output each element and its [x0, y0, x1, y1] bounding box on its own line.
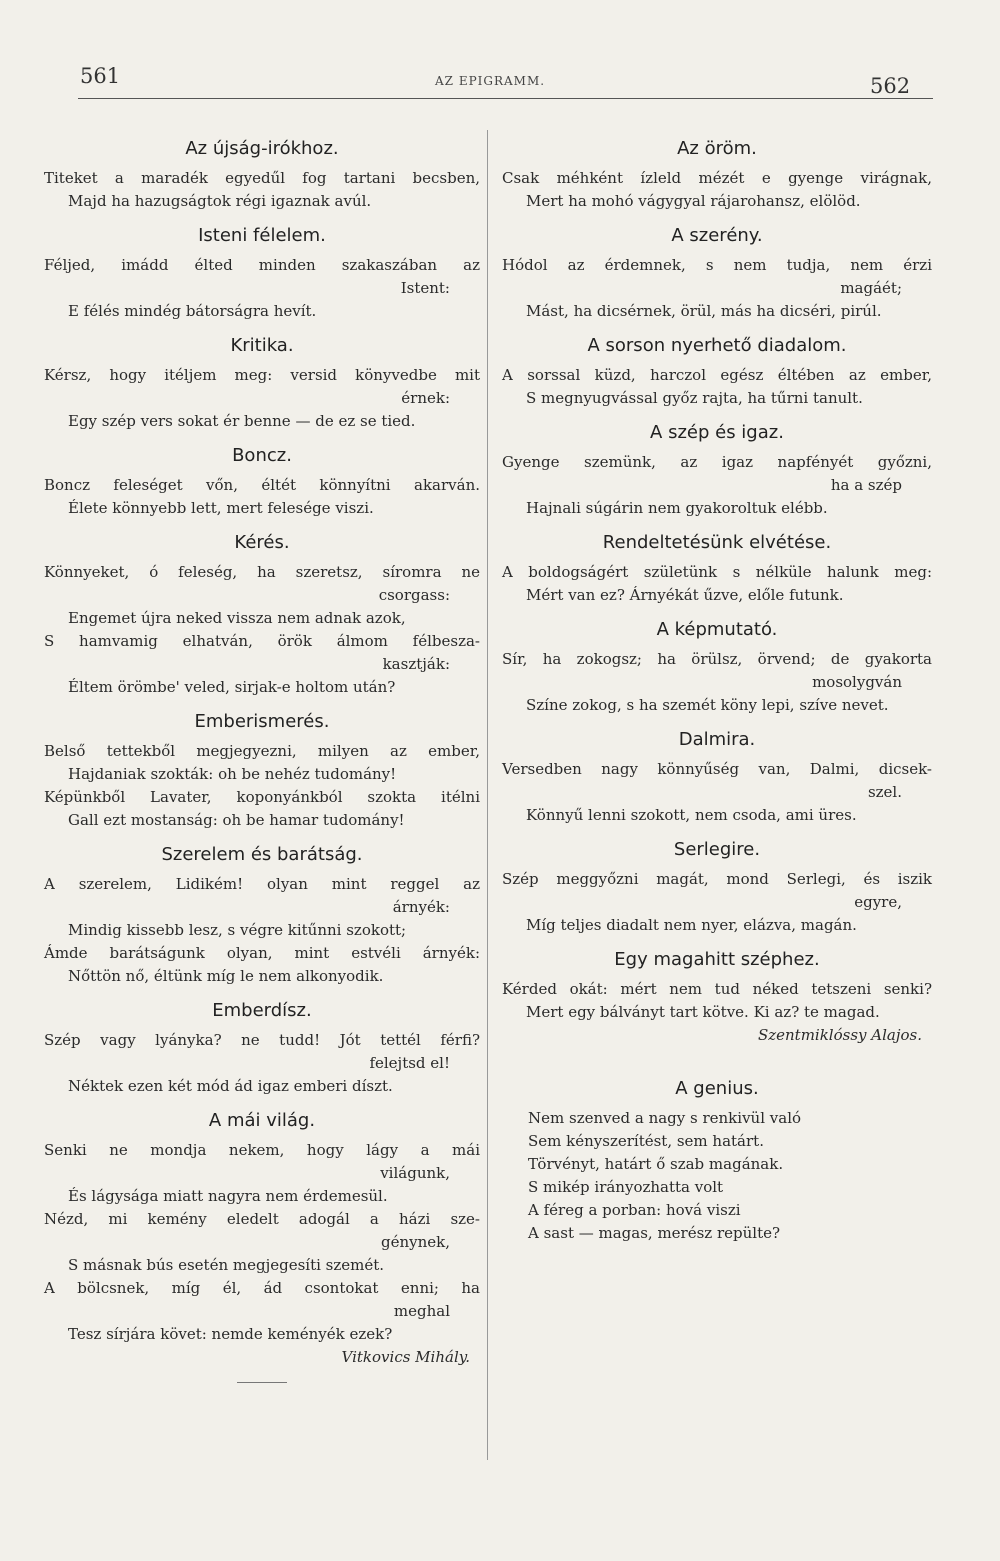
poem-dalmira	[502, 729, 932, 827]
poem-title: Az újság-irókhoz.	[185, 138, 339, 159]
poem-line: Mindig kissebb lesz, s végre kitűnni szokott;	[68, 921, 407, 939]
poem-line: Hódol az érdemnek, s nem tudja, nem érzi	[502, 256, 932, 274]
poem-line: A sorssal küzd, harczol egész éltében az ember,	[502, 366, 932, 384]
poem-title: Emberismerés.	[194, 711, 330, 732]
running-title: AZ EPIGRAMM.	[435, 74, 546, 88]
poem-line: Belső tettekből megjegyezni, milyen az ember,	[44, 742, 480, 760]
poem-line: A bölcsnek, míg él, ád csontokat enni; ha	[44, 1279, 480, 1297]
poem-line: magáét;	[840, 279, 902, 297]
poem-title: Emberdísz.	[212, 1000, 312, 1021]
poem-line: meghal	[393, 1302, 450, 1320]
poem-line: Néktek ezen két mód ád igaz emberi díszt.	[68, 1077, 393, 1095]
poem-line: Hajnali súgárin nem gyakoroltuk elébb.	[526, 499, 828, 517]
poem-line: érnek:	[401, 389, 450, 407]
poem-line: Szép meggyőzni magát, mond Serlegi, és iszik	[502, 870, 932, 888]
poem-line: S megnyugvással győz rajta, ha tűrni tanult.	[526, 389, 863, 407]
poem-line: egyre,	[854, 893, 902, 911]
poem-szerelem-es-baratsag	[44, 844, 480, 988]
poem-line: Boncz feleséget vőn, éltét könnyítni akarván.	[44, 476, 480, 494]
poem-line: Sír, ha zokogsz; ha örülsz, örvend; de gyakorta	[502, 650, 932, 668]
poem-title: Boncz.	[232, 445, 292, 466]
poem-line: És lágysága miatt nagyra nem érdemesül.	[68, 1187, 388, 1205]
poem-line: Csak méhként ízleld mézét e gyenge virágnak,	[502, 169, 932, 187]
poem-line: Majd ha hazugságtok régi igaznak avúl.	[68, 192, 372, 210]
page-header	[0, 0, 1000, 110]
poem-isteni-felelem	[44, 225, 480, 323]
poem-line: csorgass:	[378, 586, 450, 604]
poem-line: Kérsz, hogy itéljem meg: versid könyvedbe mit	[44, 366, 480, 384]
poem-line: világunk,	[380, 1164, 450, 1182]
poem-author: Vitkovics Mihály.	[341, 1348, 470, 1366]
left-page-number: 561	[80, 64, 121, 88]
poem-line: S másnak bús esetén megjegesíti szemét.	[68, 1256, 385, 1274]
poem-line: Könnyű lenni szokott, nem csoda, ami üres.	[526, 806, 857, 824]
poem-title: A sorson nyerhető diadalom.	[587, 335, 847, 356]
poem-line: génynek,	[380, 1233, 450, 1251]
poem-egy-magahitt-szephez	[502, 949, 932, 1044]
poem-title: Serlegire.	[673, 839, 761, 860]
poem-line: A féreg a porban: hová viszi	[528, 1201, 741, 1219]
poem-a-genius	[502, 1078, 932, 1245]
poem-line: Tesz sírjára követ: nemde keményék ezek?	[68, 1325, 393, 1343]
poem-title: Rendeltetésünk elvétése.	[602, 532, 832, 553]
poem-boncz	[44, 445, 480, 520]
poem-line: Kérded okát: mért nem tud néked tetszeni senki?	[502, 980, 932, 998]
end-rule	[237, 1382, 287, 1383]
poem-line: árnyék:	[392, 898, 450, 916]
poem-line: Mért van ez? Árnyékát űzve, előle futunk.	[526, 586, 844, 604]
poem-line: mosolygván	[812, 673, 902, 691]
poem-kritika	[44, 335, 480, 433]
poem-title: A képmutató.	[656, 619, 778, 640]
poem-emberismeres	[44, 711, 480, 832]
poem-line: Ámde barátságunk olyan, mint estvéli árnyék:	[44, 944, 480, 962]
poem-a-mai-vilag	[44, 1110, 480, 1383]
poem-line: Mert egy bálványt tart kötve. Ki az? te magad.	[526, 1003, 880, 1021]
poem-line: S mikép irányozhatta volt	[528, 1178, 724, 1196]
poem-line: Féljed, imádd élted minden szakaszában az	[44, 256, 480, 274]
poem-line: Mást, ha dicsérnek, örül, más ha dicséri, pirúl.	[526, 302, 882, 320]
poem-line: Míg teljes diadalt nem nyer, elázva, magán.	[526, 916, 857, 934]
poem-title: Kérés.	[234, 532, 290, 553]
poem-title: Szerelem és barátság.	[161, 844, 363, 865]
poem-line: Szép vagy lyányka? ne tudd! Jót tettél férfi?	[44, 1031, 480, 1049]
poem-line: A sast — magas, merész repülte?	[528, 1224, 781, 1242]
poem-line: Nem szenved a nagy s renkivül való	[528, 1109, 802, 1127]
poem-line: Hajdaniak szokták: oh be nehéz tudomány!	[68, 765, 397, 783]
poem-line: Gall ezt mostanság: oh be hamar tudomány!	[68, 811, 405, 829]
poem-line: Képünkből Lavater, koponyánkból szokta itélni	[44, 788, 480, 806]
poem-line: A szerelem, Lidikém! olyan mint reggel az	[44, 875, 480, 893]
poem-title: A genius.	[675, 1078, 759, 1099]
poem-line: felejtsd el!	[369, 1054, 450, 1072]
poem-rendeltetesunk-elvetese	[502, 532, 932, 607]
poem-title: Az öröm.	[677, 138, 757, 159]
poem-title: Isteni félelem.	[198, 225, 326, 246]
poem-title: A mái világ.	[208, 1110, 316, 1131]
poem-a-sorson-nyerheto-diadalom	[502, 335, 932, 410]
poem-line: kasztják:	[382, 655, 450, 673]
poem-line: szel.	[867, 783, 902, 801]
poem-line: Színe zokog, s ha szemét köny lepi, szíve nevet.	[526, 696, 889, 714]
poem-az-ujsag-irokhoz	[44, 138, 480, 213]
poem-line: Sem kényszerítést, sem határt.	[528, 1132, 764, 1150]
left-column	[44, 138, 480, 1395]
poem-line: Törvényt, határt ő szab magának.	[528, 1155, 784, 1173]
poem-serlegire	[502, 839, 932, 937]
poem-a-szep-es-igaz	[502, 422, 932, 520]
poem-title: Kritika.	[230, 335, 294, 356]
poem-line: Engemet újra neked vissza nem adnak azok,	[68, 609, 406, 627]
right-column	[502, 138, 932, 1257]
poem-line: E félés mindég bátorságra hevít.	[68, 302, 317, 320]
poem-line: Istent:	[400, 279, 450, 297]
poem-emberdisz	[44, 1000, 480, 1098]
column-divider	[487, 130, 488, 1460]
poem-line: A boldogságért születünk s nélküle halunk meg:	[502, 563, 932, 581]
poem-title: A szerény.	[671, 225, 763, 246]
poem-a-kepmutato	[502, 619, 932, 717]
poem-line: S hamvamig elhatván, örök álmom félbesza-	[44, 632, 480, 650]
poem-a-szereny	[502, 225, 932, 323]
poem-keres	[44, 532, 480, 699]
poem-line: Élete könnyebb lett, mert felesége viszi.	[68, 499, 374, 517]
poem-title: Egy magahitt széphez.	[614, 949, 820, 970]
poem-line: Versedben nagy könnyűség van, Dalmi, dicsek-	[502, 760, 932, 778]
poem-line: Nőttön nő, éltünk míg le nem alkonyodik.	[68, 967, 384, 985]
poem-line: Egy szép vers sokat ér benne — de ez se tied.	[68, 412, 416, 430]
poem-az-orom	[502, 138, 932, 213]
poem-line: Gyenge szemünk, az igaz napfényét győzni,	[502, 453, 932, 471]
poem-line: Éltem örömbe' veled, sirjak-e holtom után?	[68, 678, 396, 696]
poem-line: Nézd, mi kemény eledelt adogál a házi sze-	[44, 1210, 480, 1228]
poem-title: Dalmira.	[678, 729, 756, 750]
poem-line: Mert ha mohó vágygyal rájarohansz, elölöd.	[526, 192, 861, 210]
poem-line: Titeket a maradék egyedűl fog tartani becsben,	[44, 169, 480, 187]
right-page-number: 562	[870, 74, 911, 98]
poem-line: Könnyeket, ó feleség, ha szeretsz, síromra ne	[44, 563, 480, 581]
poem-line: Senki ne mondja nekem, hogy lágy a mái	[44, 1141, 480, 1159]
poem-author: Szentmiklóssy Alajos.	[757, 1026, 922, 1044]
header-rule	[78, 98, 933, 99]
poem-line: ha a szép	[830, 476, 902, 494]
poem-title: A szép és igaz.	[650, 422, 784, 443]
